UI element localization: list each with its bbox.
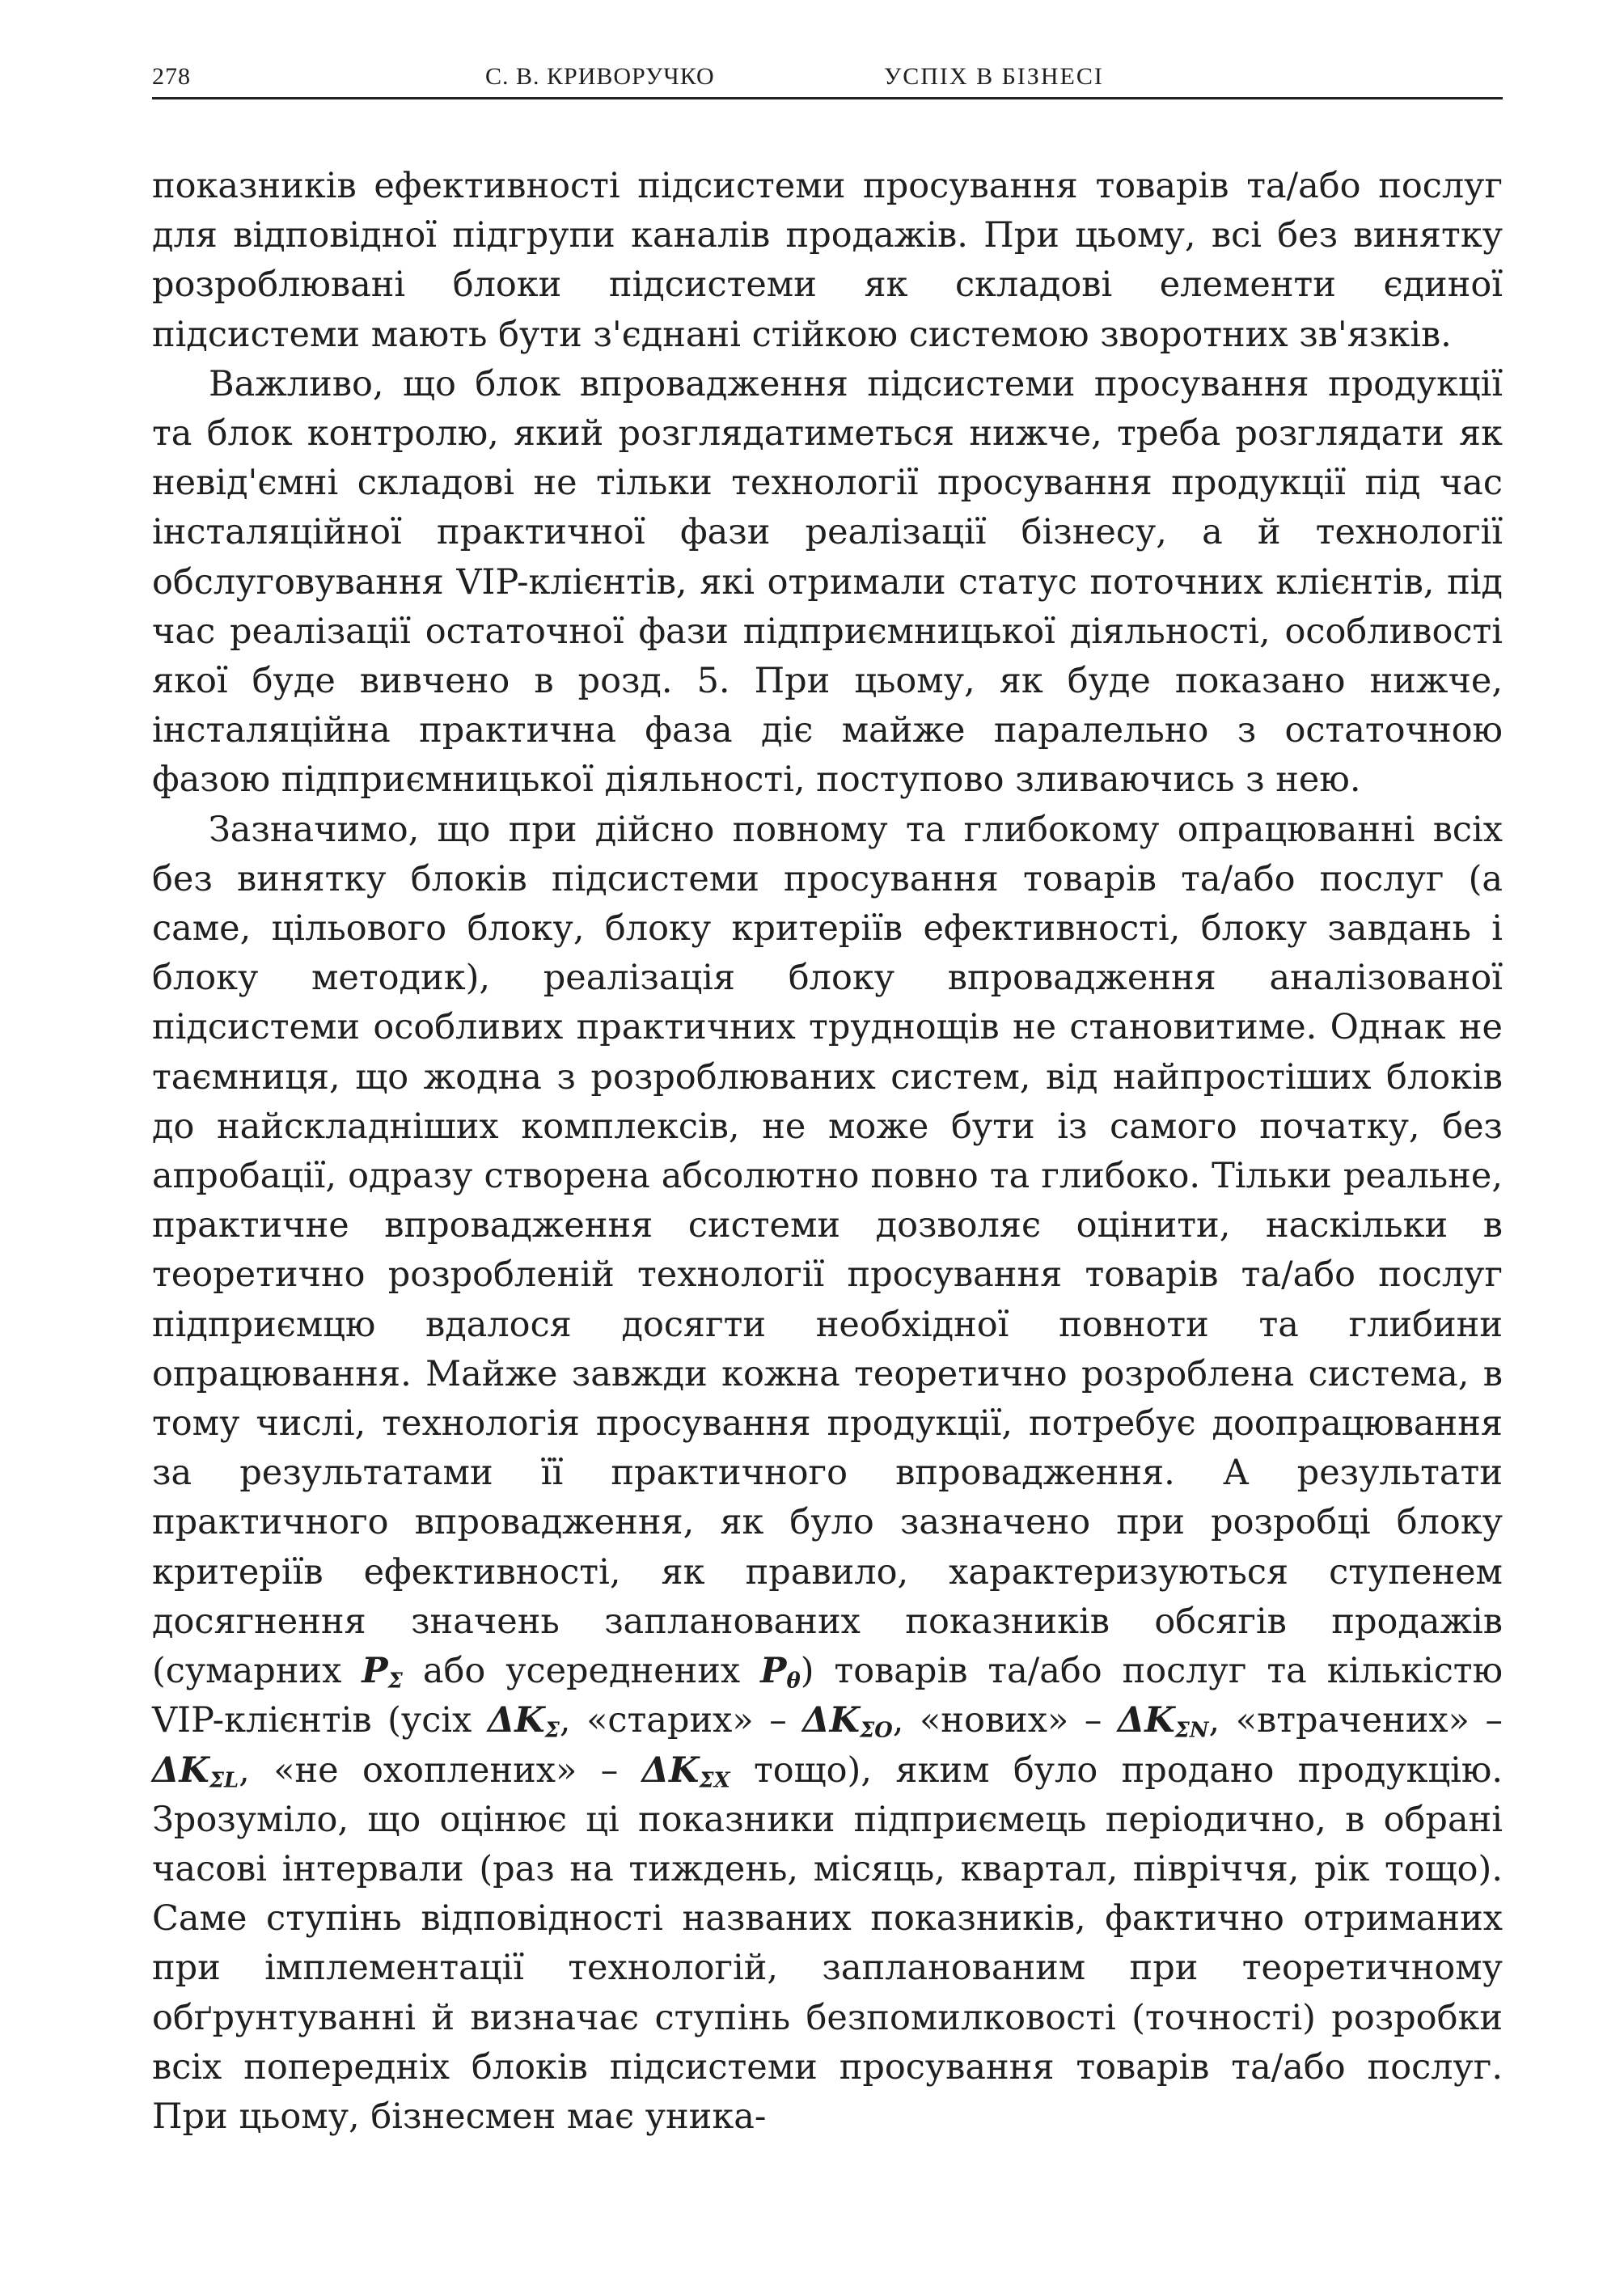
paragraph-3-text-c: ) товарів та/або послуг та кількістю VIP-клієнтів (усіх	[152, 1651, 1503, 1741]
paragraph-3-text-e: , «нових» –	[892, 1700, 1102, 1741]
page-number: 278	[152, 63, 191, 90]
symbol-p-avg	[760, 1651, 801, 1694]
symbol-dk-uncovered	[642, 1750, 730, 1791]
symbol-dk-old-sub: ΣO	[860, 1718, 893, 1743]
paragraph-3-text-h: тощо), яким було продано продукцію. Зрозуміло, що оцінює ці показники підприємець періодично, в обрані часові інтервали (раз на тиждень, місяць, квартал, півріччя, рік тощо). Саме ступінь відповідності названих показників, фактично отриманих при імплементації технологій, запланованим при теоретичному обґрунтуванні й визначає ступінь безпомилковості (точності) розробки всіх попередніх блоків підсистеми просування товарів та/або послуг. При цьому, бізнесмен має уника-	[152, 1749, 1503, 2137]
symbol-dk-lost-base: ΔK	[152, 1749, 209, 1791]
paragraph-3-text-a: Зазначимо, що при дійсно повному та глибокому опрацюванні всіх без винятку блоків підсистеми просування товарів та/або послуг (а саме, цільового блоку, блоку критеріїв ефективності, блоку завдань і блоку методик), реалізація блоку впровадження аналізованої підсистеми особливих практичних труднощів не становитиме. Однак не таємниця, що жодна з розроблюваних систем, від найпростіших блоків до найскладніших комплексів, не може бути із самого початку, без апробації, одразу створена абсолютно повно та глибоко. Тільки реальне, практичне впровадження системи дозволяє оцінити, наскільки в теоретично розробленій технології просування товарів та/або послуг підприємцю вдалося досягти необхідної повноти та глибини опрацювання. Майже завжди кожна теоретично розроблена система, в тому числі, технологія просування продукції, потребує доопрацювання за результатами її практичного впровадження. А результати практичного впровадження, як було зазначено при розробці блоку критеріїв ефективності, як правило, характеризуються ступенем досягнення значень запланованих показників обсягів продажів (сумарних	[152, 809, 1503, 1692]
symbol-dk-sum	[488, 1700, 560, 1741]
running-head-title: УСПІХ В БІЗНЕСІ	[884, 63, 1104, 90]
symbol-dk-lost	[152, 1750, 239, 1791]
body-text	[152, 162, 1503, 2142]
symbol-dk-new-sub: ΣN	[1174, 1718, 1209, 1743]
symbol-dk-lost-sub: ΣL	[209, 1767, 239, 1792]
symbol-dk-uncovered-sub: ΣX	[699, 1767, 730, 1792]
paragraph-2: Важливо, що блок впровадження підсистеми просування продукції та блок контролю, який розглядатиметься нижче, треба розглядати як невід'ємні складові не тільки технології просування продукції під час інсталяційної практичної фази реалізації бізнесу, а й технології обслуговування VIP-клієнтів, які отримали статус поточних клієнтів, під час реалізації остаточної фази підприємницької діяльності, особливості якої буде вивчено в розд. 5. При цьому, як буде показано нижче, інсталяційна практична фаза діє майже паралельно з остаточною фазою підприємницької діяльності, поступово зливаючись з нею.	[152, 363, 1503, 801]
paragraph-3-text-d: , «старих» –	[559, 1700, 787, 1741]
paragraph-3-text-b: або усереднених	[422, 1651, 741, 1692]
symbol-dk-sum-sub: Σ	[544, 1718, 560, 1743]
symbol-p-sum-sub: Σ	[387, 1669, 403, 1694]
running-head-author: С. В. КРИВОРУЧКО	[485, 63, 715, 90]
page-header	[152, 58, 1503, 99]
symbol-dk-new	[1118, 1700, 1209, 1741]
symbol-p-avg-base: P	[760, 1651, 787, 1692]
symbol-p-avg-sub: θ	[786, 1669, 801, 1694]
paragraph-continued: показників ефективності підсистеми просування товарів та/або послуг для відповідної підгрупи каналів продажів. При цьому, всі без винятку розроблювані блоки підсистеми як складові елементи єдиної підсистеми мають бути з'єднані стійкою системою зворотних зв'язків.	[152, 166, 1503, 355]
paragraph-3-text-g: , «не охоплених» –	[239, 1749, 619, 1791]
paragraph-3	[152, 806, 1503, 2142]
paragraph-3-text-f: , «втрачених» –	[1208, 1700, 1503, 1741]
symbol-p-sum	[362, 1651, 403, 1694]
symbol-p-sum-base: P	[362, 1651, 388, 1692]
symbol-dk-old	[802, 1700, 892, 1741]
symbol-dk-new-base: ΔK	[1117, 1700, 1175, 1741]
symbol-dk-sum-base: ΔK	[487, 1700, 545, 1741]
symbol-dk-old-base: ΔK	[802, 1700, 861, 1741]
symbol-dk-uncovered-base: ΔK	[641, 1749, 700, 1791]
